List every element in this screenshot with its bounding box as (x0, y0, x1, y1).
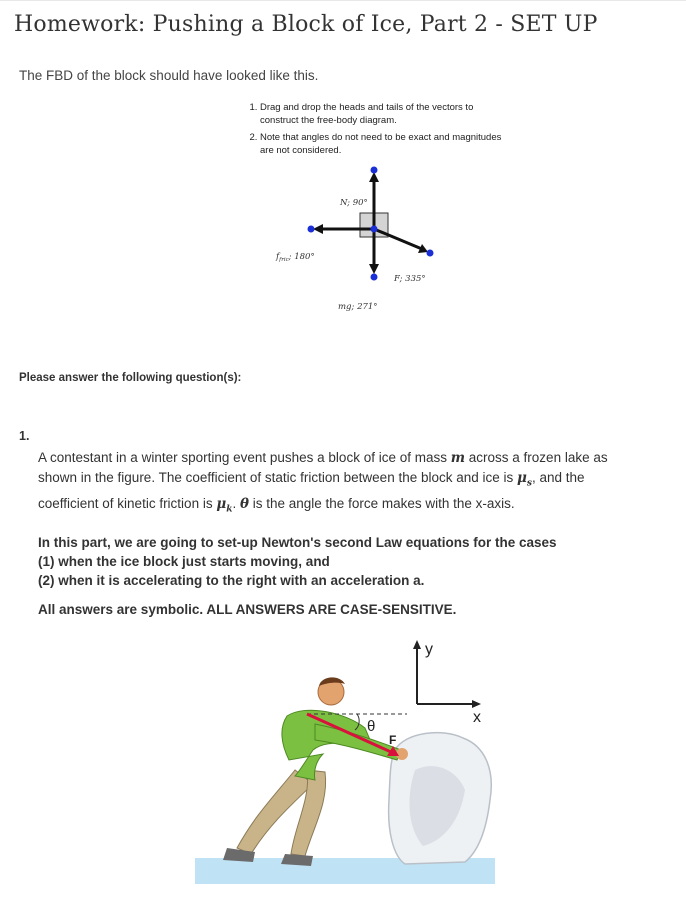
answer-note: All answers are symbolic. ALL ANSWERS ARE CASE-SENSITIVE. (38, 602, 457, 618)
setup-description (38, 533, 648, 590)
friction-angle: ; 180° (288, 252, 315, 262)
free-body-diagram[interactable] (260, 165, 460, 325)
setup-line: (2) when it is accelerating to the right with an acceleration a. (38, 573, 425, 589)
weight-handle[interactable] (371, 274, 378, 281)
mu-kinetic-symbol (216, 495, 233, 515)
normal-force-label: N; 90° (340, 198, 368, 208)
page-title: Homework: Pushing a Block of Ice, Part 2 - SET UP (14, 12, 598, 37)
friction-subscript: fric (279, 257, 289, 263)
subscript-s: s (526, 478, 532, 489)
y-axis-label: y (425, 641, 433, 658)
applied-force-handle[interactable] (427, 250, 434, 257)
question-text: . (232, 495, 240, 511)
fbd-instructions (246, 101, 506, 161)
friction-symbol: f (276, 252, 280, 262)
theta-symbol: θ (239, 495, 249, 512)
weight-arrowhead (369, 264, 379, 274)
mu-symbol: μ (216, 495, 227, 512)
y-axis-arrowhead (413, 640, 421, 649)
vector-tail-handle[interactable] (371, 226, 378, 233)
top-divider (0, 0, 686, 1)
setup-line: (1) when the ice block just starts moving, and (38, 554, 330, 570)
person-front-shoe (281, 854, 313, 866)
question-text: is the angle the force makes with the x-axis. (249, 495, 515, 511)
question-body (38, 448, 648, 629)
weight-label: mg; 271° (338, 302, 378, 312)
angle-label: θ (367, 718, 376, 735)
applied-force-label: F; 335° (394, 274, 426, 284)
question-number: 1. (19, 429, 30, 443)
x-axis-arrowhead (472, 700, 481, 708)
force-label: F (389, 733, 397, 747)
subscript-k: k (226, 504, 233, 515)
instruction-item: 1. Drag and drop the heads and tails of the vectors to construct the free-body diagram. (260, 101, 506, 127)
questions-prompt: Please answer the following question(s): (19, 372, 242, 384)
intro-text: The FBD of the block should have looked like this. (19, 68, 319, 83)
mass-symbol: m (450, 450, 466, 466)
x-axis-label: x (473, 709, 481, 726)
question-text: , and the coefficient of kinetic friction is (38, 470, 585, 511)
mu-static-symbol (517, 470, 532, 489)
question-text: A contestant in a winter sporting event pushes a block of ice of mass (38, 450, 451, 465)
normal-force-handle[interactable] (371, 167, 378, 174)
friction-force-handle[interactable] (308, 226, 315, 233)
mu-symbol: μ (517, 470, 527, 486)
question-text: across a frozen lake as shown in the figure. The coefficient of static friction between the block and ice is (38, 450, 608, 485)
pushing-ice-figure (195, 620, 505, 890)
friction-force-label (275, 252, 315, 263)
applied-force-vector[interactable] (374, 229, 422, 249)
question-statement (38, 448, 648, 519)
instruction-item: 2. Note that angles do not need to be exact and magnitudes are not considered. (260, 131, 506, 157)
setup-line: In this part, we are going to set-up Newton's second Law equations for the cases (38, 535, 557, 551)
